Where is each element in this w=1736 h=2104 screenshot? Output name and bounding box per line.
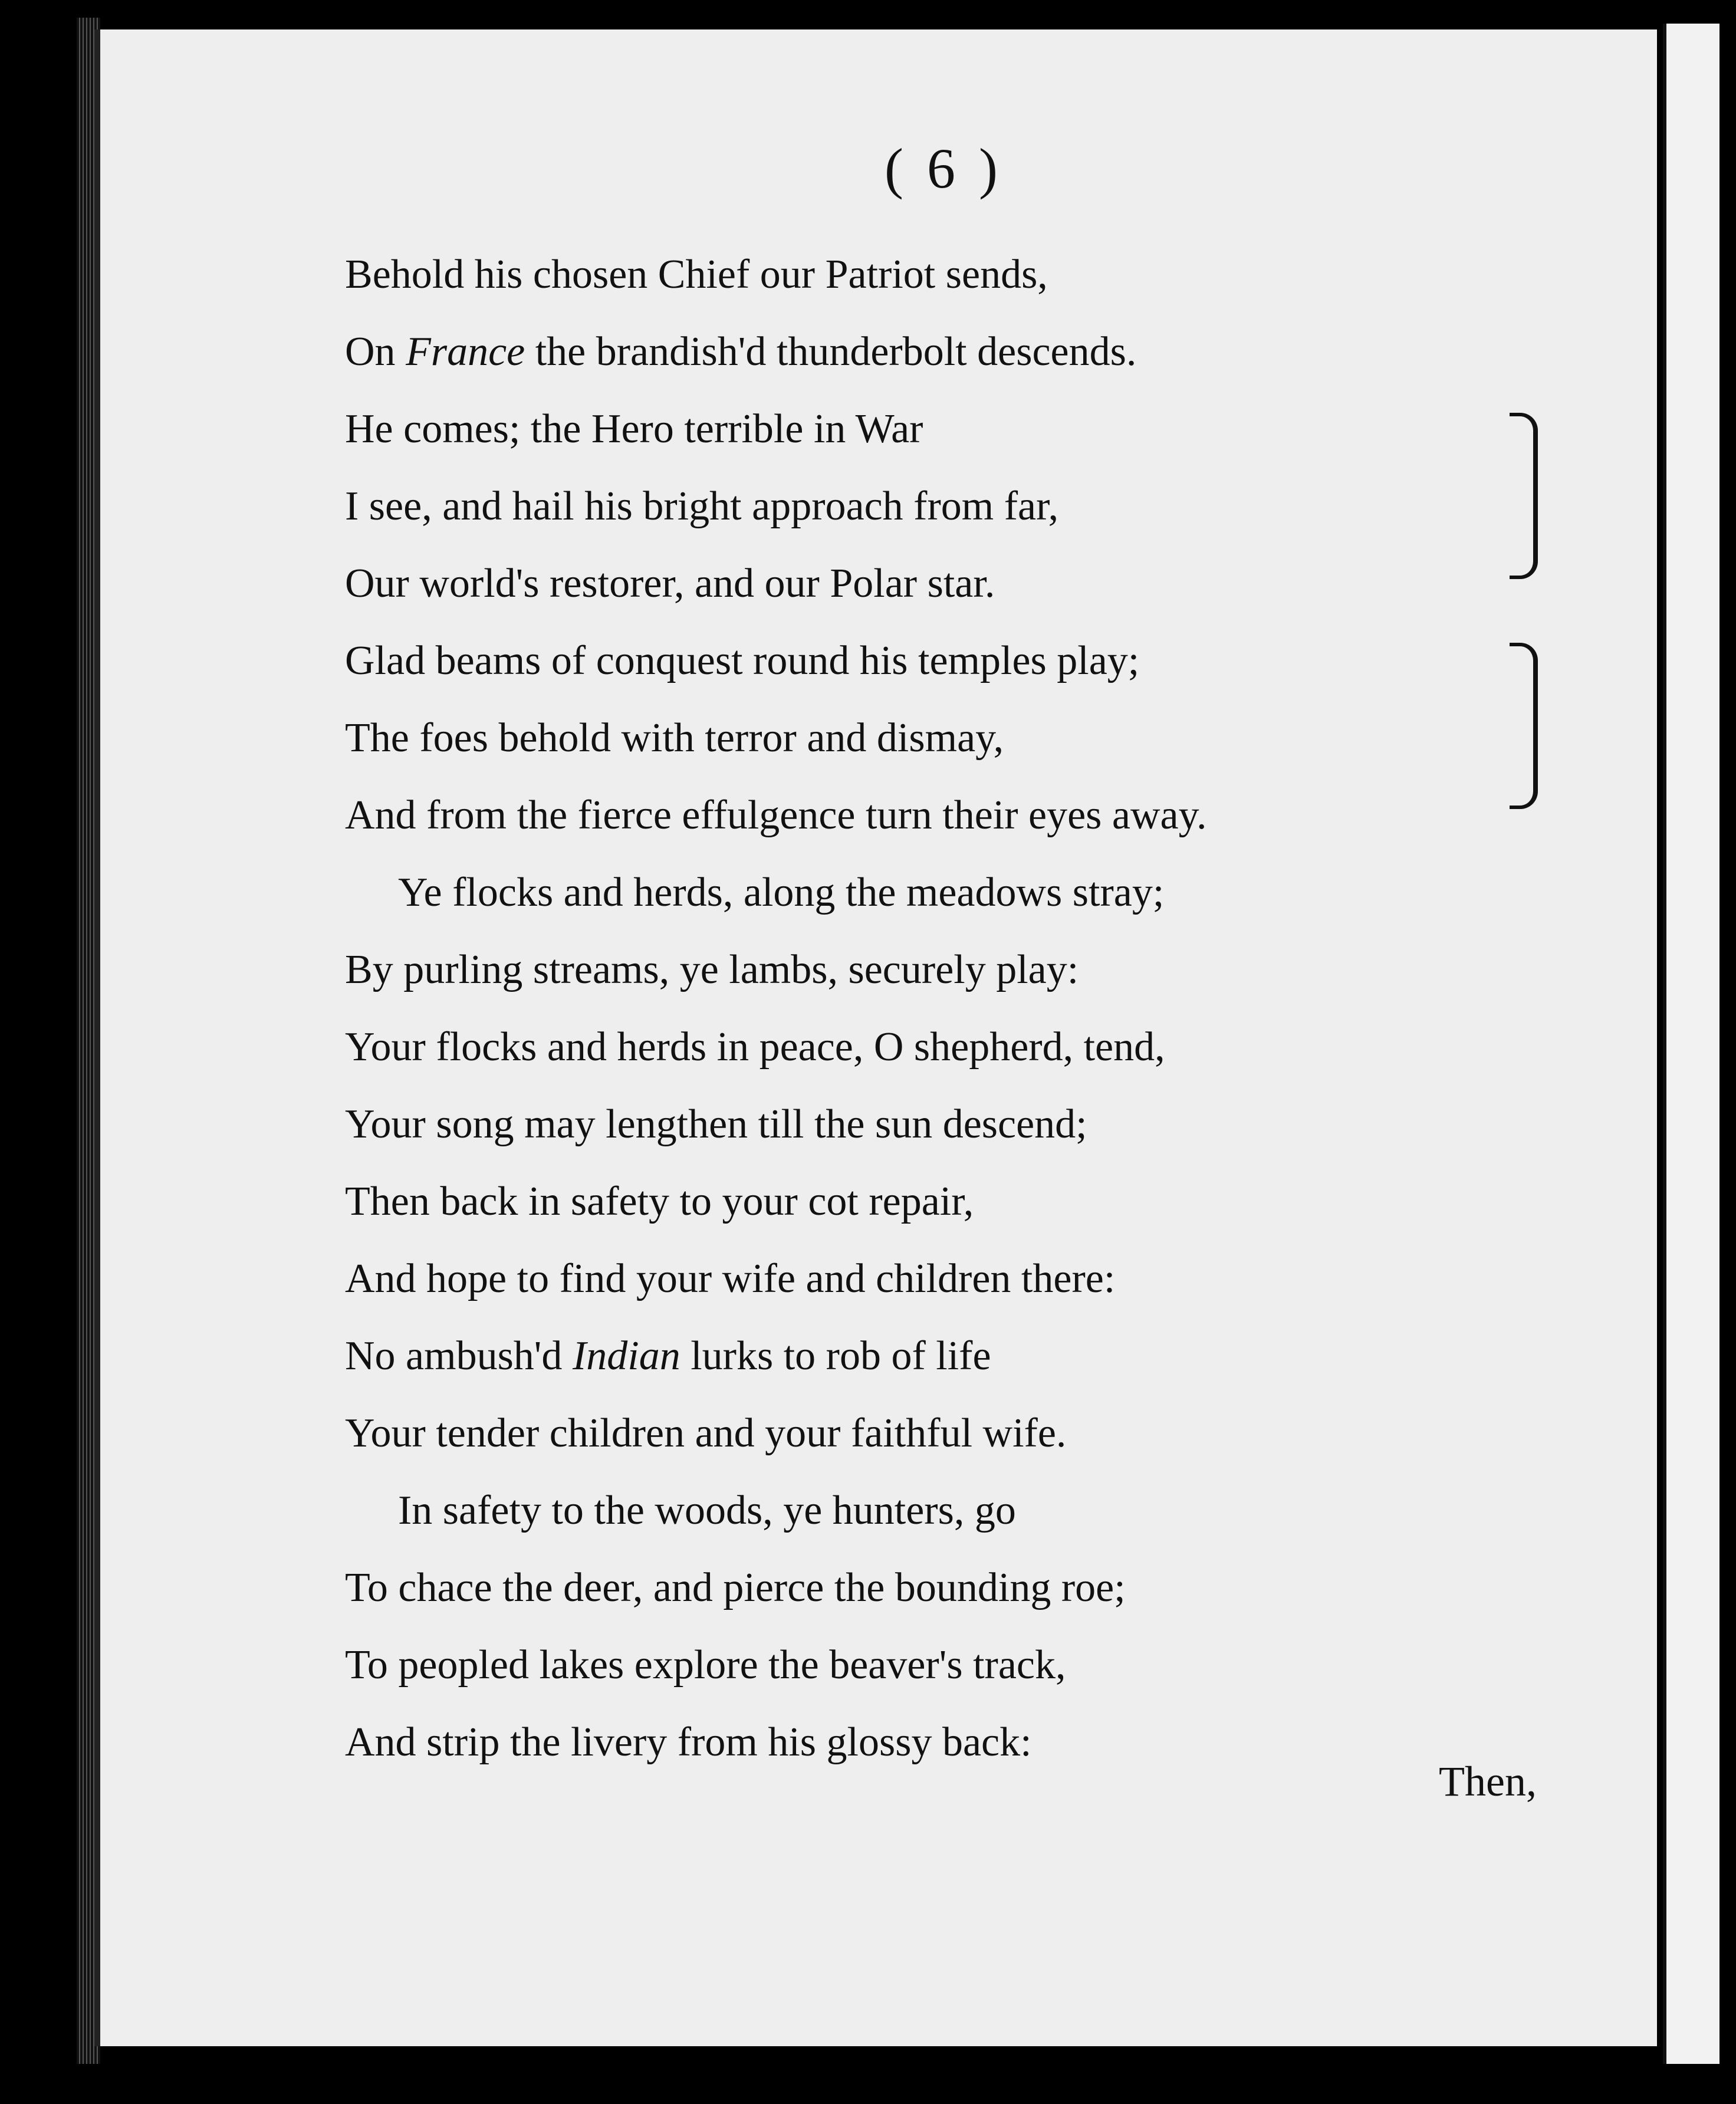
poem-line-text: the brandish'd thunderbolt descends. [525,329,1137,374]
bracket-mark [1510,643,1538,809]
poem-line: Our world's restorer, and our Polar star. [345,561,995,606]
poem-line: The foes behold with terror and dismay, [345,715,1004,761]
poem-line: He comes; the Hero terrible in War [345,406,923,452]
italic-word: Indian [572,1333,680,1379]
poem-line-text: On [345,329,406,374]
poem-line: Behold his chosen Chief our Patriot sends, [345,252,1048,297]
poem-line: And from the fierce effulgence turn their eyes away. [345,793,1207,838]
poem-line: Glad beams of conquest round his temples play; [345,638,1140,683]
poem-line [345,1317,1642,1395]
poem-line: By purling streams, ye lambs, securely play: [345,947,1079,992]
poem-line: Then back in safety to your cot repair, [345,1179,974,1224]
page-number: ( 6 ) [885,137,1002,200]
poem-line: And strip the livery from his glossy back: [345,1720,1032,1765]
poem-line: Your tender children and your faithful wife. [345,1411,1067,1456]
poem-line-text: lurks to rob of life [680,1333,991,1379]
poem-line: To chace the deer, and pierce the bounding roe; [345,1565,1126,1610]
poem-line [345,313,1642,390]
poem-line: In safety to the woods, ye hunters, go [398,1488,1016,1533]
italic-word: France [406,329,525,374]
poem-text [345,236,1642,1781]
bracket-mark [1510,413,1538,579]
poem-line: Your flocks and herds in peace, O shepherd, tend, [345,1024,1165,1070]
facing-page-edge [1663,24,1719,2064]
poem-line: Ye flocks and herds, along the meadows stray; [398,870,1165,915]
poem-line: And hope to find your wife and children there: [345,1256,1116,1301]
poem-line: To peopled lakes explore the beaver's track, [345,1642,1066,1688]
poem-line: I see, and hail his bright approach from far, [345,484,1059,529]
catchword: Then, [1439,1758,1537,1805]
poem-line-text: No ambush'd [345,1333,573,1379]
poem-line: Your song may lengthen till the sun descend; [345,1102,1087,1147]
